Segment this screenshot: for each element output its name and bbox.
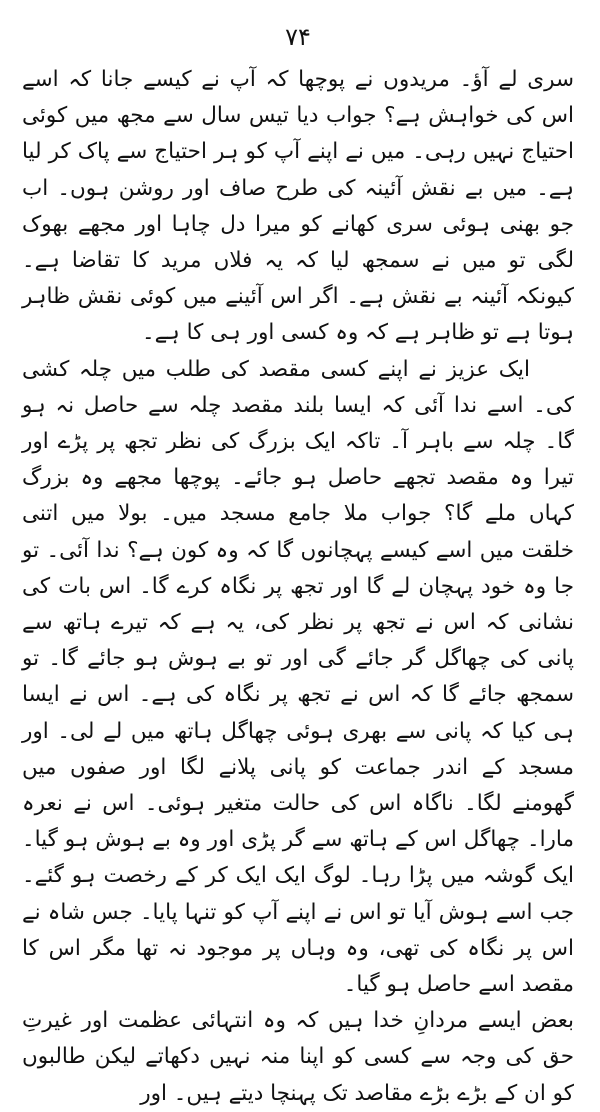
page-number: ۷۴ xyxy=(285,23,311,51)
paragraph-1: سری لے آؤ۔ مریدوں نے پوچھا کہ آپ نے کیسے جانا کہ اسے اس کی خواہش ہے؟ جواب دیا تیس سال سے مجھ میں کوئی احتیاج نہیں رہی۔ میں نے اپنے آپ کو ہر احتیاج سے پاک کر لیا ہے۔ میں بے نقش آئینہ کی طرح صاف اور روشن ہوں۔ اب جو بھنی ہوئی سری کھانے کو میرا دل چاہا اور مجھے بھوک لگی تو میں نے سمجھ لیا کہ یہ فلاں مرید کا تقاضا ہے۔ کیونکہ آئینہ بے نقش ہے۔ اگر اس آئینے میں کوئی نقش ظاہر ہوتا ہے تو ظاہر ہے کہ وہ کسی اور ہی کا ہے۔ xyxy=(22,67,574,346)
paragraph-2: ایک عزیز نے اپنے کسی مقصد کی طلب میں چلہ کشی کی۔ اسے ندا آئی کہ ایسا بلند مقصد چلہ سے حاصل نہ ہو گا۔ چلہ سے باہر آ۔ تاکہ ایک بزرگ کی نظر تجھ پر پڑے اور تیرا وہ مقصد تجھے حاصل ہو جائے۔ پوچھا مجھے وہ بزرگ کہاں ملے گا؟ جواب ملا جامع مسجد میں۔ بولا میں اتنی خلقت میں اسے کیسے پہچانوں گا کہ وہ کون ہے؟ ندا آئی۔ تو جا وہ خود پہچان لے گا اور تجھ پر نگاہ کرے گا۔ اس بات کی نشانی کہ اس نے تجھ پر نظر کی، یہ ہے کہ تیرے ہاتھ سے پانی کی چھاگل گر جائے گی اور تو بے ہوش ہو جائے گا۔ تو سمجھ جائے گا کہ اس نے تجھ پر نگاہ کی ہے۔ اس نے ایسا ہی کیا کہ پانی سے بھری ہوئی چھاگل ہاتھ میں لے لی۔ اور مسجد کے اندر جماعت کو پانی پلانے لگا اور صفوں میں گھومنے لگا۔ ناگاہ اس کی حالت متغیر ہوئی۔ اس نے نعرہ مارا۔ چھاگل اس کے ہاتھ سے گر پڑی اور وہ بے ہوش ہو گیا۔ ایک گوشہ میں پڑا رہا۔ لوگ ایک ایک کر کے رخصت ہو گئے۔ جب اسے ہوش آیا تو اس نے اپنے آپ کو تنہا پایا۔ جس شاہ نے اس پر نگاہ کی تھی، وہ وہاں پر موجود نہ تھا مگر اس کا مقصد اسے حاصل ہو گیا۔ xyxy=(22,356,574,998)
page-text xyxy=(22,62,574,1112)
paragraph-3: بعض ایسے مردانِ خدا ہیں کہ وہ انتہائی عظمت اور غیرتِ حق کی وجہ سے کسی کو اپنا منہ نہیں دکھاتے لیکن طالبوں کو ان کے بڑے بڑے مقاصد تک پہنچا دیتے ہیں۔ اور xyxy=(22,1008,574,1106)
